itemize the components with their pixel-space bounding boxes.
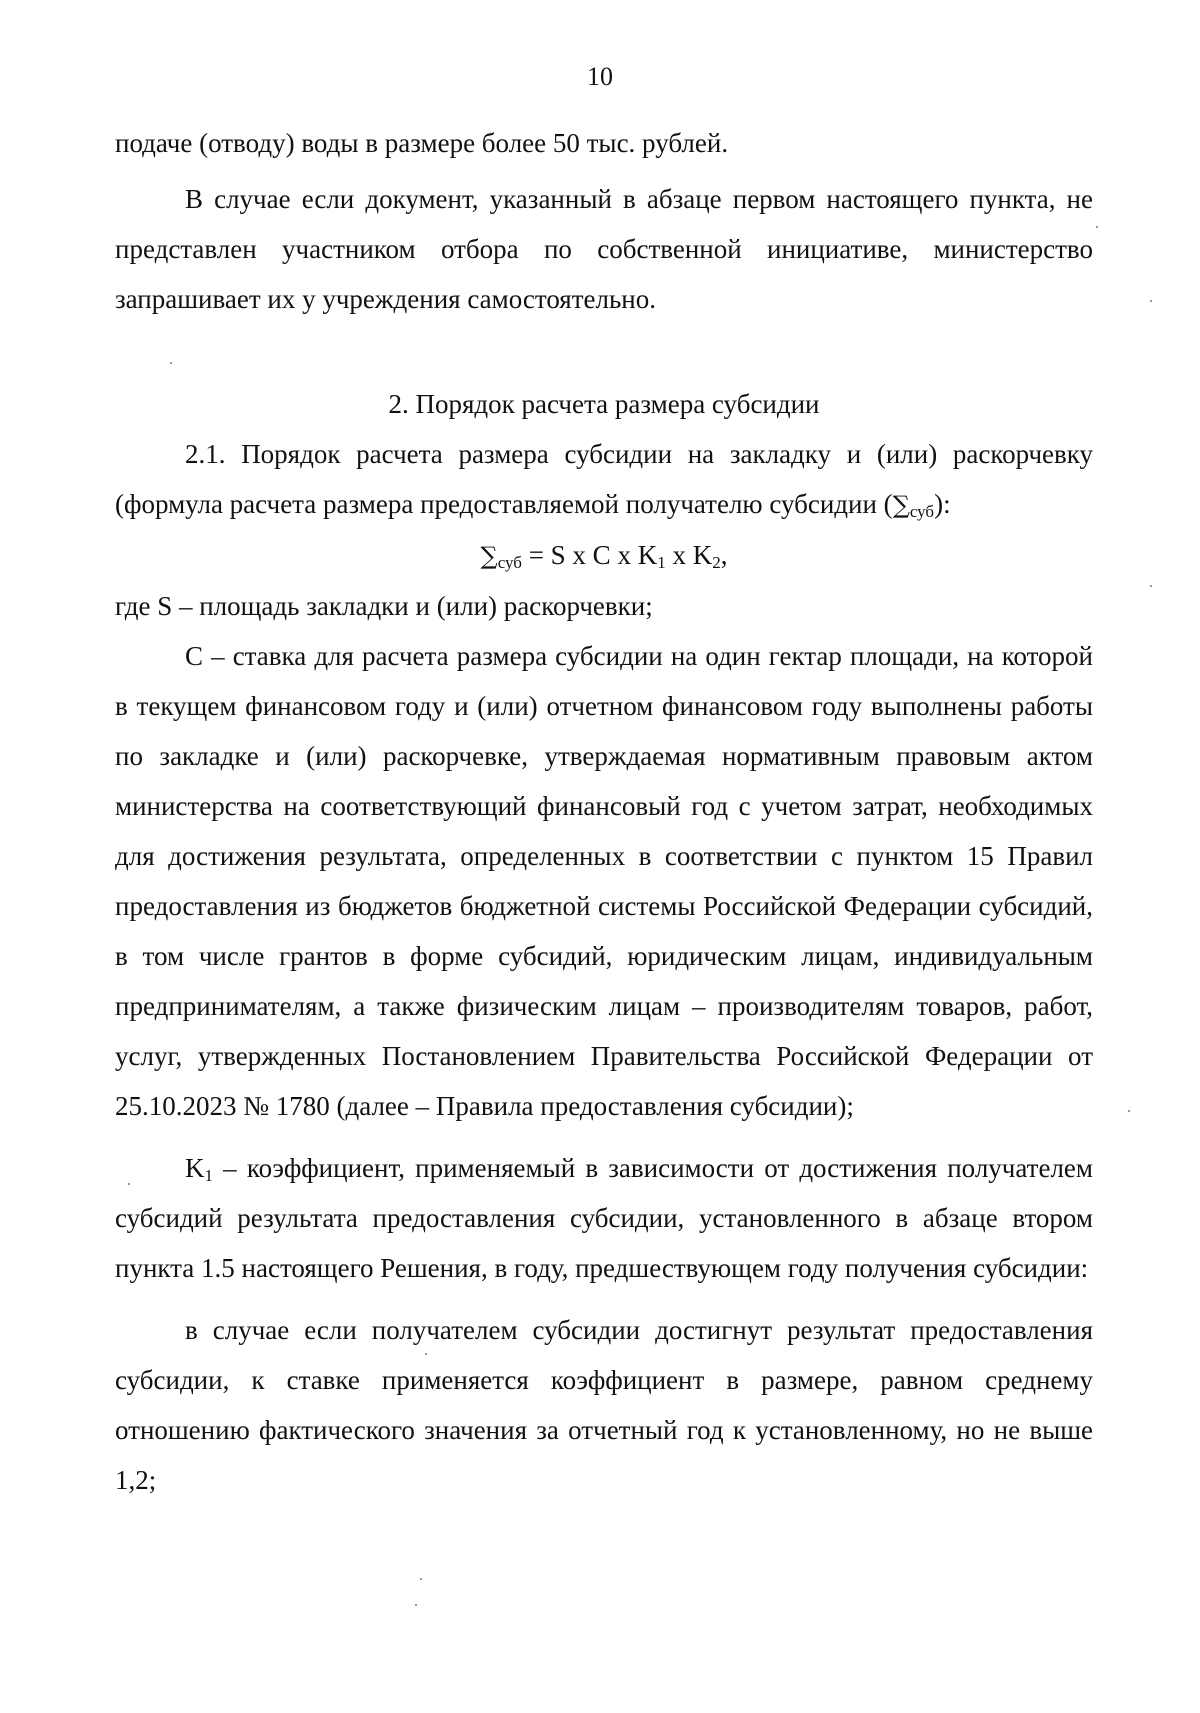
formula-sum-symbol: ∑ — [480, 542, 498, 570]
scan-speck — [415, 1604, 417, 1606]
formula-k1-subscript: 1 — [657, 553, 666, 572]
paragraph-k1-condition: в случае если получателем субсидии достигнут результат предоставления субсидии, к ставке применяется коэффициент в размере, равном среднему отношению фактического значения за отчетный год к установленному, но не выше 1,2; — [115, 1315, 1093, 1495]
paragraph-continuation: подаче (отводу) воды в размере более 50 тыс. рублей. — [115, 128, 729, 158]
section-heading: 2. Порядок расчета размера субсидии — [388, 389, 820, 419]
document-body — [115, 118, 1093, 1505]
scan-speck — [425, 1353, 427, 1355]
formula-k2-subscript: 2 — [712, 553, 721, 572]
paragraph-calculation-order-end: ): — [934, 489, 951, 519]
sum-symbol: ∑ — [892, 491, 910, 519]
scan-speck — [170, 362, 172, 364]
paragraph-calculation-order — [115, 429, 1093, 530]
paragraph-calculation-order-text: 2.1. Порядок расчета размера субсидии на закладку и (или) раскорчевку (формула расчета размера предоставляемой получателю субсидии ( — [115, 439, 1093, 519]
scan-speck — [1128, 1110, 1130, 1112]
k1-symbol: K — [185, 1153, 205, 1183]
formula-sum-subscript: суб — [497, 553, 522, 572]
formula-part-1: = S x C x K — [521, 540, 658, 570]
paragraph-document-request: В случае если документ, указанный в абзаце первом настоящего пункта, не представлен участником отбора по собственной инициативе, министерство запрашивает их у учреждения самостоятельно. — [115, 184, 1093, 314]
formula — [115, 530, 1093, 581]
paragraph-k1-definition — [115, 1143, 1093, 1293]
k1-subscript: 1 — [204, 1166, 213, 1185]
scan-speck — [1150, 300, 1152, 302]
scan-speck — [1096, 226, 1098, 228]
scan-speck — [128, 1183, 130, 1185]
formula-part-3: , — [720, 540, 728, 570]
paragraph-c-definition: С – ставка для расчета размера субсидии на один гектар площади, на которой в текущем финансовом году и (или) отчетном финансовом году выполнены работы по закладке и (или) раскорчевке, утверждаемая нормативным правовым актом министерства на соответствующий финансовый год с учетом затрат, необходимых для достижения результата, определенных в соответствии с пунктом 15 Правил предоставления из бюджетов бюджетной системы Российской Федерации субсидий, в том числе грантов в форме субсидий, юридическим лицам, индивидуальным предпринимателям, а также физическим лицам – производителям товаров, работ, услуг, утвержденных Постановлением Правительства Российской Федерации от 25.10.2023 № 1780 (далее – Правила предоставления субсидии); — [115, 641, 1093, 1121]
scan-speck — [1150, 585, 1152, 587]
scan-speck — [420, 1578, 422, 1580]
sum-subscript: суб — [909, 502, 935, 521]
page-number: 10 — [587, 62, 613, 91]
paragraph-k1-definition-text: – коэффициент, применяемый в зависимости от достижения получателем субсидий результата предоставления субсидии, установленного в абзаце втором пункта 1.5 настоящего Решения, в году, предшествующем году получения субсидии: — [115, 1153, 1093, 1283]
paragraph-s-definition: где S – площадь закладки и (или) раскорчевки; — [115, 591, 653, 621]
formula-part-2: x K — [665, 540, 713, 570]
